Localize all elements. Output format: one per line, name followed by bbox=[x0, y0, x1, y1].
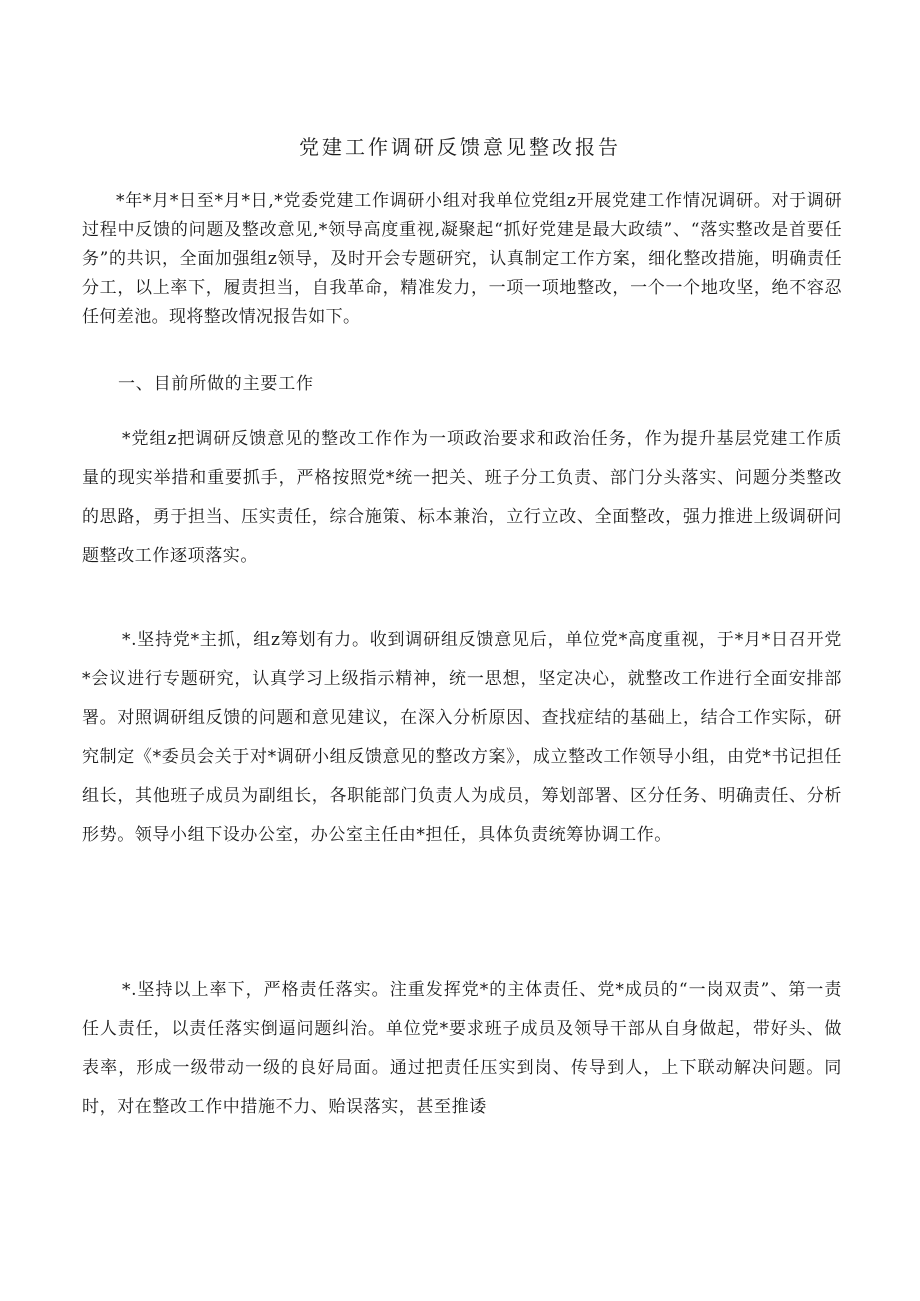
body-paragraph-1: *党组z把调研反馈意见的整改工作作为一项政治要求和政治任务，作为提升基层党建工作质量的现实举措和重要抓手，严格按照党*统一把关、班子分工负责、部门分头落实、问题分类整改的思路，勇于担当、压实责任，综合施策、标本兼治，立行立改、全面整改，强力推进上级调研问题整改工作逐项落实。 bbox=[82, 429, 842, 566]
document-title: 党建工作调研反馈意见整改报告 bbox=[299, 135, 621, 159]
body-paragraph-2: *.坚持党*主抓，组z筹划有力。收到调研组反馈意见后，单位党*高度重视，于*月*日召开党*会议进行专题研究，认真学习上级指示精神，统一思想，坚定决心，就整改工作进行全面安排部署。对照调研组反馈的问题和意见建议，在深入分析原因、查找症结的基础上，结合工作实际，研究制定《*委员会关于对*调研小组反馈意见的整改方案》，成立整改工作领导小组，由党*书记担任组长，其他班子成员为副组长，各职能部门负责人为成员，筹划部署、区分任务、明确责任、分析形势。领导小组下设办公室，办公室主任由*担任，具体负责统筹协调工作。 bbox=[82, 630, 842, 845]
body-paragraph-3: *.坚持以上率下，严格责任落实。注重发挥党*的主体责任、党*成员的“一岗双责”、第一责任人责任，以责任落实倒逼问题纠治。单位党*要求班子成员及领导干部从自身做起，带好头、做表率，形成一级带动一级的良好局面。通过把责任压实到岗、传导到人，上下联动解决问题。同时，对在整改工作中措施不力、贻误落实，甚至推诿 bbox=[82, 980, 842, 1117]
section-heading: 一、目前所做的主要工作 bbox=[118, 374, 314, 394]
intro-paragraph: *年*月*日至*月*日,*党委党建工作调研小组对我单位党组z开展党建工作情况调研。对于调研过程中反馈的问题及整改意见,*领导高度重视,凝聚起“抓好党建是最大政绩”、“落实整改是首要任务”的共识，全面加强组z领导，及时开会专题研究，认真制定工作方案，细化整改措施，明确责任分工，以上率下，履责担当，自我革命，精准发力，一项一项地整改，一个一个地攻坚，绝不容忍任何差池。现将整改情况报告如下。 bbox=[82, 191, 842, 327]
